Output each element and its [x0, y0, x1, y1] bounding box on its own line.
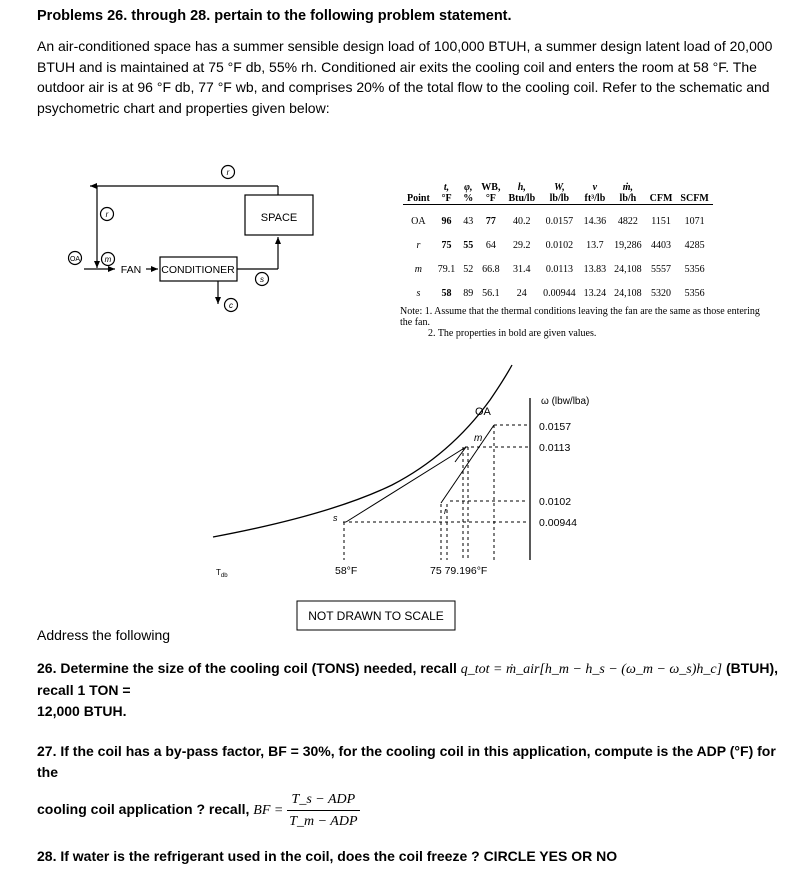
psychrometric-chart	[213, 365, 530, 560]
problem-heading: Problems 26. through 28. pertain to the following problem statement.	[37, 8, 512, 24]
q26-text: 26. Determine the size of the cooling coil (TONS) needed, recall	[37, 660, 457, 676]
w-label-oa: 0.0157	[539, 421, 572, 433]
table-cell: 58	[441, 287, 452, 299]
table-cell: 55	[463, 239, 474, 251]
table-cell: 13.7	[586, 239, 604, 251]
bf-denominator: T_m − ADP	[289, 814, 358, 829]
header-h: h, Btu/lb	[504, 172, 539, 205]
table-note-2: 2. The properties in bold are given values.	[428, 328, 597, 339]
table-cell: 13.24	[583, 287, 607, 299]
table-cell: 0.0102	[545, 239, 574, 251]
table-cell: 89	[463, 287, 474, 299]
state-oa-label: OA	[69, 256, 81, 263]
table-cell: 0.0113	[545, 263, 573, 275]
header-w: W, lb/lb	[539, 172, 580, 205]
table-cell: 24,108	[614, 287, 642, 299]
q26-tail: (BTUH), recall 1 TON =	[37, 660, 779, 698]
table-row	[403, 281, 713, 305]
table-cell-point: OA	[411, 215, 426, 227]
q27-text: 27. If the coil has a by-pass factor, BF = 30%, for the cooling coil in this application, compute is the ADP (°F) for the	[37, 743, 776, 780]
table-cell: 13.83	[583, 263, 607, 275]
conditioner-label: CONDITIONER	[161, 264, 235, 276]
q27-bf: BF =	[253, 803, 284, 819]
point-r-label: r	[444, 506, 447, 516]
table-cell: 5356	[684, 263, 705, 275]
table-cell: 66.8	[482, 263, 500, 275]
table-cell: 5320	[651, 287, 672, 299]
table-row	[403, 205, 713, 234]
header-t: t, °F	[434, 172, 460, 205]
table-cell: 43	[463, 215, 474, 227]
omega-axis-label: ω (lbw/lba)	[541, 396, 590, 407]
table-header-row	[403, 172, 713, 205]
table-cell: 77	[485, 215, 496, 227]
state-m-label: m	[104, 255, 112, 264]
chart-labels	[216, 396, 589, 579]
bf-fraction	[287, 789, 359, 832]
hvac-schematic	[69, 166, 314, 312]
state-c-label: c	[229, 301, 233, 310]
header-mdot: ṁ, lb/h	[610, 172, 646, 205]
table-cell: 79.1	[437, 263, 456, 275]
not-to-scale-box	[297, 601, 455, 630]
bf-numerator: T_s − ADP	[287, 789, 359, 811]
question-27	[37, 741, 787, 832]
table-cell: 0.0157	[545, 215, 574, 227]
fan-label: FAN	[120, 264, 142, 276]
header-point: Point	[403, 172, 434, 205]
point-oa-label: OA	[475, 406, 491, 418]
table-cell: 52	[463, 263, 474, 275]
table-cell: 1071	[684, 215, 705, 227]
header-scfm: SCFM	[676, 172, 712, 205]
properties-table	[403, 172, 713, 305]
q26-equation: q_tot = ṁ_air[h_m − h_s − (ω_m − ω_s)h_c]	[460, 662, 723, 677]
table-cell: 1151	[651, 215, 671, 227]
w-label-r: 0.0102	[539, 496, 572, 508]
point-m-label: m	[474, 433, 483, 444]
table-cell: 75	[441, 239, 452, 251]
table-cell: 56.1	[482, 287, 500, 299]
table-cell: 31.4	[513, 263, 531, 275]
w-label-s: 0.00944	[539, 517, 577, 529]
w-label-m: 0.0113	[539, 442, 571, 454]
table-cell: 4403	[651, 239, 672, 251]
state-s-label: s	[260, 275, 264, 284]
x-label-58: 58°F	[335, 565, 358, 577]
table-cell: 64	[485, 239, 496, 251]
table-cell-point: s	[416, 287, 421, 299]
table-cell: 5356	[684, 287, 705, 299]
table-cell: 40.2	[513, 215, 531, 227]
q27-line2: cooling coil application ? recall,	[37, 801, 250, 818]
table-cell: 5557	[651, 263, 672, 275]
state-r-top-label: r	[226, 168, 230, 177]
header-v: v ft³/lb	[580, 172, 611, 205]
table-cell: 24,108	[614, 263, 642, 275]
q28-text: 28. If water is the refrigerant used in the coil, does the coil freeze ? CIRCLE YES OR NO	[37, 848, 618, 864]
space-label: SPACE	[260, 212, 298, 224]
table-cell: 14.36	[583, 215, 607, 227]
not-to-scale-label: NOT DRAWN TO SCALE	[308, 609, 444, 623]
table-cell: 29.2	[513, 239, 531, 251]
header-cfm: CFM	[646, 172, 677, 205]
table-cell: 4822	[617, 215, 638, 227]
x-label-75-79: 75 79.196°F	[430, 565, 488, 577]
table-cell-point: r	[416, 239, 421, 251]
table-cell-point: m	[414, 263, 422, 275]
table-cell: 0.00944	[543, 287, 576, 299]
point-s-label: s	[333, 513, 338, 523]
table-cell: 24	[516, 287, 527, 299]
state-r-label: r	[105, 210, 109, 219]
table-cell: 96	[441, 215, 452, 227]
header-phi: φ, %	[459, 172, 477, 205]
problem-statement: An air-conditioned space has a summer sensible design load of 100,000 BTUH, a summer design latent load of 20,000 BTUH and is maintained at 75 °F db, 55% rh. Conditioned air exits the cooling coil and enters the room at 58 °F. The outdoor air is at 96 °F db, 77 °F wb, and comprises 20% of the total flow to the cooling coil. Refer to the schematic and psychometric chart and properties given below:	[37, 38, 773, 116]
question-28	[37, 846, 787, 867]
table-note	[400, 306, 770, 339]
header-wb: WB, °F	[477, 172, 504, 205]
coil-process-line	[346, 447, 466, 522]
table-note-1: Note: 1. Assume that the thermal conditions leaving the fan are the same as those entering the fan.	[400, 306, 760, 328]
table-cell: 4285	[684, 239, 705, 251]
address-heading: Address the following	[37, 627, 171, 643]
table-row	[403, 233, 713, 257]
table-row	[403, 257, 713, 281]
q26-line2: 12,000 BTUH.	[37, 703, 127, 719]
tdb-axis-label: $T_{db}$	[216, 568, 228, 579]
question-26	[37, 658, 787, 722]
schematic-labels	[70, 168, 297, 310]
table-cell: 19,286	[614, 239, 642, 251]
